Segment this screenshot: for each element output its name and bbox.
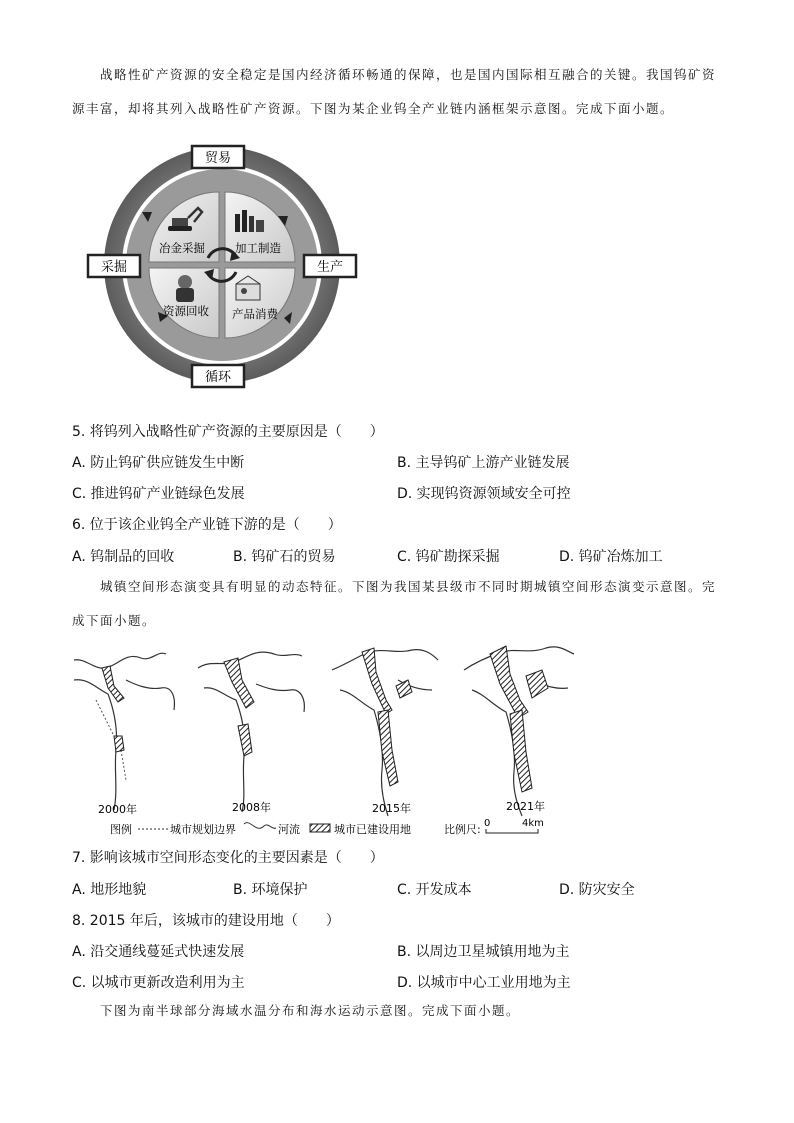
built-area-2008 (224, 658, 254, 708)
q8-option-b[interactable]: B. 以周边卫星城镇用地为主 (397, 944, 570, 960)
scale-label: 比例尺: (444, 823, 481, 836)
year-label-2015: 2015年 (372, 802, 411, 815)
intro-paragraph-2 (72, 570, 722, 638)
q8-option-a[interactable]: A. 沿交通线蔓延式快速发展 (72, 944, 245, 960)
q5-option-a[interactable]: A. 防止钨矿供应链发生中断 (72, 455, 245, 471)
q7-option-a[interactable]: A. 地形地貌 (72, 882, 147, 898)
legend-boundary: 城市规划边界 (170, 823, 236, 836)
scale-bar (486, 829, 538, 833)
q5-option-b[interactable]: B. 主导钨矿上游产业链发展 (397, 455, 570, 471)
legend-river: 河流 (278, 823, 300, 836)
q6-option-a[interactable]: A. 钨制品的回收 (72, 549, 175, 565)
question-5-stem: 5. 将钨列入战略性矿产资源的主要原因是（ ） (72, 424, 384, 440)
scale-max: 4km (522, 818, 544, 829)
built-area-2021 (490, 646, 528, 718)
inner-label-br: 产品消费 (232, 307, 278, 321)
map-2015 (332, 648, 438, 816)
q8-option-c[interactable]: C. 以城市更新改造利用为主 (72, 975, 245, 991)
map-2021 (464, 646, 574, 816)
industry-chain-diagram (80, 140, 370, 395)
legend-title: 图例 (110, 823, 132, 836)
q7-option-d[interactable]: D. 防灾安全 (559, 882, 635, 898)
year-label-2000: 2000年 (98, 803, 137, 816)
map-2000 (74, 653, 174, 810)
intro-paragraph-3 (72, 994, 722, 1028)
outer-label-left: 采掘 (100, 260, 128, 275)
intro-paragraph-1 (72, 58, 722, 126)
year-label-2008: 2008年 (232, 801, 271, 814)
intro-1-line-2: 源丰富，却将其列入战略性矿产资源。下图为某企业钨全产业链内涵框架示意图。完成下面小题。 (72, 101, 675, 116)
map-2008 (198, 652, 304, 812)
year-label-2021: 2021年 (506, 800, 545, 813)
question-6-stem: 6. 位于该企业钨全产业链下游的是（ ） (72, 517, 342, 533)
urban-expansion-maps (66, 640, 586, 840)
q6-option-b[interactable]: B. 钨矿石的贸易 (233, 549, 336, 565)
legend-built: 城市已建设用地 (334, 823, 411, 836)
built-area-2015 (362, 648, 392, 714)
q7-option-c[interactable]: C. 开发成本 (397, 882, 472, 898)
q5-option-c[interactable]: C. 推进钨矿产业链绿色发展 (72, 486, 245, 502)
outer-label-top: 贸易 (204, 151, 232, 166)
built-legend-icon (310, 824, 330, 832)
inner-ring (126, 169, 318, 361)
intro-3-line-1: 下图为南半球部分海域水温分布和海水运动示意图。完成下面小题。 (100, 1003, 521, 1018)
intro-2-line-2: 成下面小题。 (72, 613, 157, 628)
q6-option-d[interactable]: D. 钨矿冶炼加工 (559, 549, 663, 565)
outer-label-bottom: 循环 (204, 370, 232, 385)
question-7-stem: 7. 影响该城市空间形态变化的主要因素是（ ） (72, 850, 384, 866)
river-legend-icon (244, 823, 276, 829)
outer-label-right: 生产 (316, 260, 344, 275)
scale-zero: 0 (484, 818, 491, 829)
recycle-bin-icon (176, 275, 194, 302)
q5-option-d[interactable]: D. 实现钨资源领域安全可控 (397, 486, 571, 502)
q7-option-b[interactable]: B. 环境保护 (233, 882, 308, 898)
inner-label-bl: 资源回收 (163, 304, 209, 318)
q8-option-d[interactable]: D. 以城市中心工业用地为主 (397, 975, 571, 991)
inner-label-tl: 冶金采掘 (159, 241, 205, 255)
intro-2-line-1: 城镇空间形态演变具有明显的动态特征。下图为我国某县级市不同时期城镇空间形态演变示意图。完 (100, 579, 717, 594)
intro-1-line-1: 战略性矿产资源的安全稳定是国内经济循环畅通的保障，也是国内国际相互融合的关键。我国钨矿资 (100, 67, 717, 82)
q6-option-c[interactable]: C. 钨矿勘探采掘 (397, 549, 500, 565)
inner-label-tr: 加工制造 (235, 241, 281, 255)
question-8-stem: 8. 2015 年后，该城市的建设用地（ ） (72, 913, 340, 929)
built-area-2000 (102, 666, 124, 702)
